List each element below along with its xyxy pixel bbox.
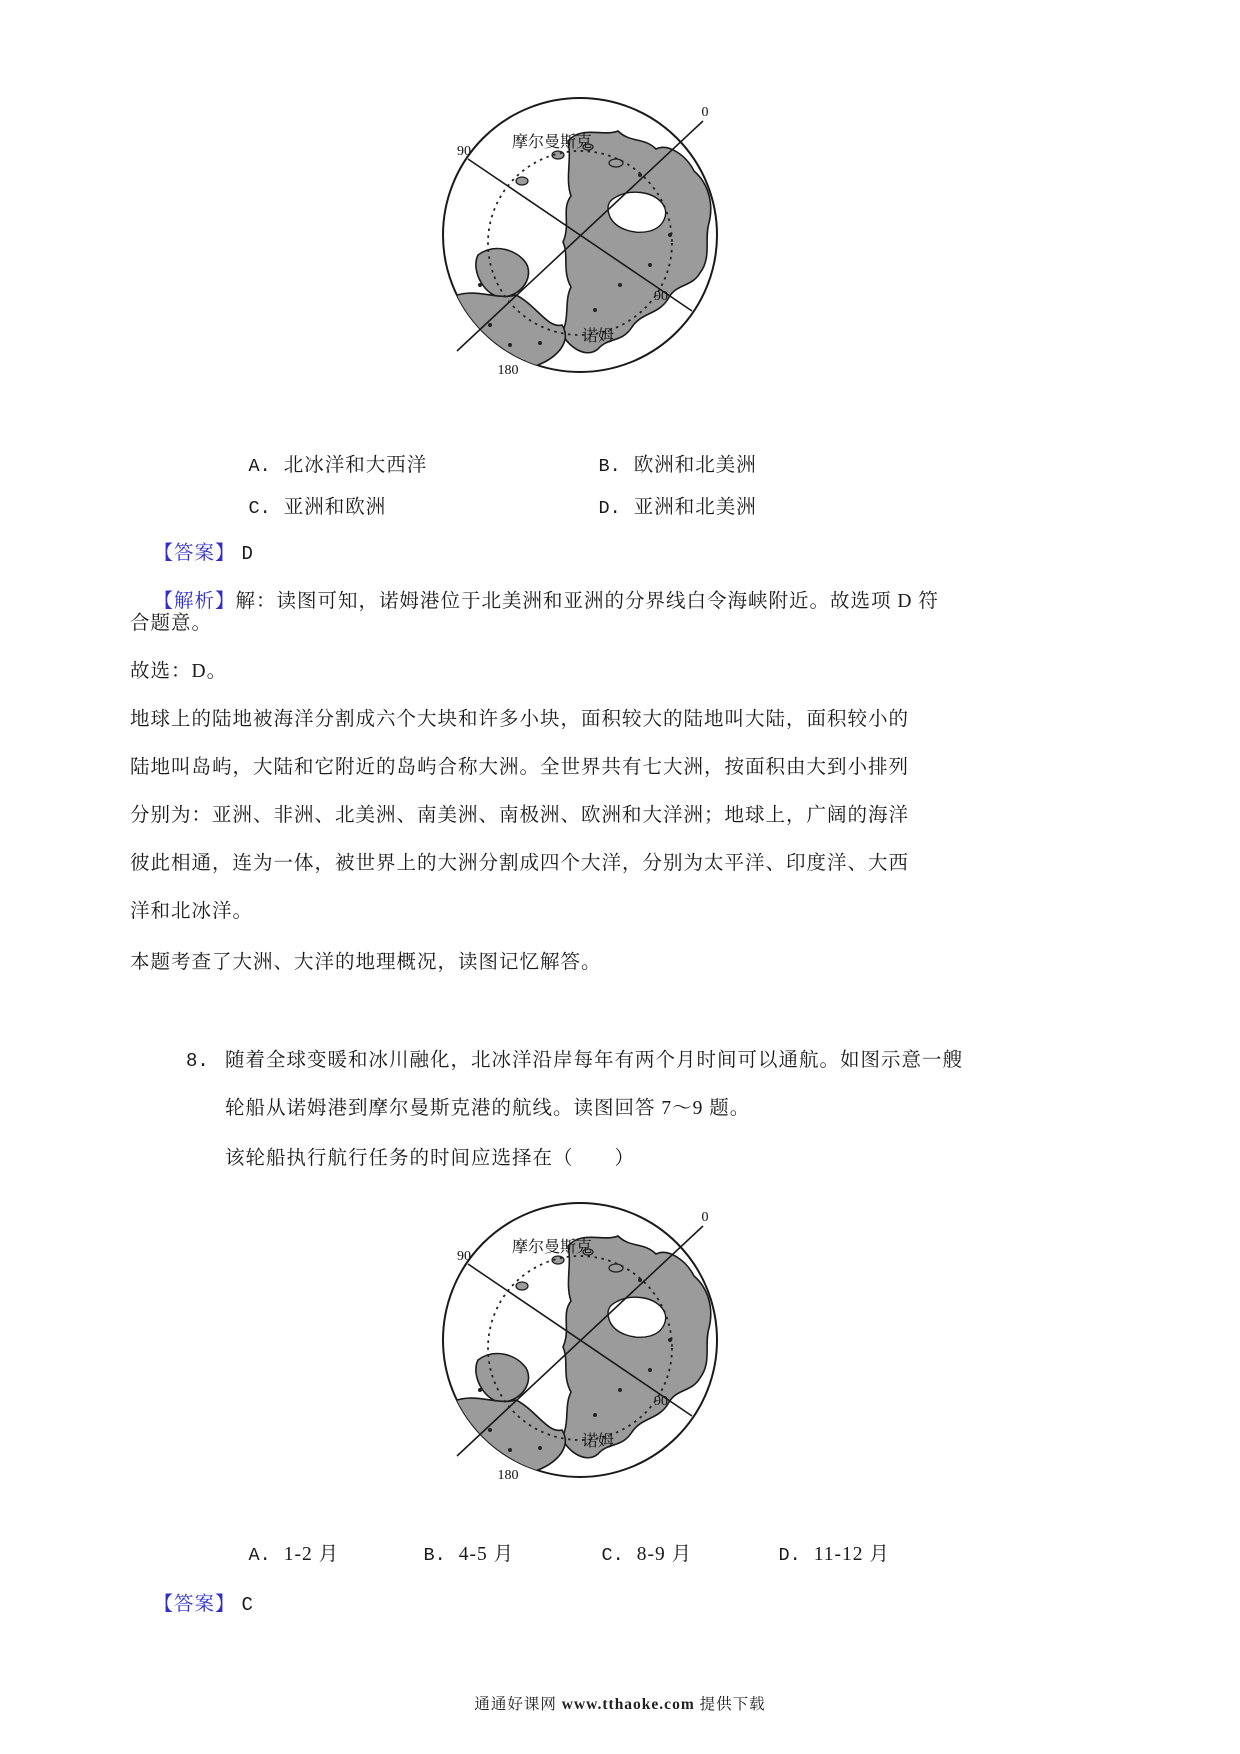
answer-label: 【答案】: [153, 1594, 236, 1615]
option-letter: D.: [598, 498, 621, 519]
q7-analysis-line: 合题意。: [130, 613, 213, 634]
q7-analysis-line: 本题考查了大洲、大洋的地理概况，读图记忆解答。: [130, 952, 602, 973]
option-letter: C.: [248, 498, 271, 519]
q8-number: 8.: [186, 1050, 209, 1072]
meridian-label-0: 0: [701, 105, 709, 120]
option-letter: B.: [598, 456, 621, 477]
q8-stem-line1: 随着全球变暖和冰川融化，北冰洋沿岸每年有两个月时间可以通航。如图示意一艘: [225, 1050, 964, 1071]
port-label-nome: 诺姆: [581, 1433, 615, 1450]
option-letter: C.: [601, 1545, 624, 1566]
island: [609, 159, 623, 167]
q7-analysis-line: 分别为：亚洲、非洲、北美洲、南美洲、南极洲、欧洲和大洋洲；地球上，广阔的海洋: [130, 805, 910, 826]
option-text: 亚洲和欧洲: [283, 497, 387, 518]
answer-value: C: [241, 1594, 254, 1616]
q7-analysis-line: 陆地叫岛屿，大陆和它附近的岛屿合称大洲。全世界共有七大洲，按面积由大到小排列: [130, 757, 910, 778]
island: [516, 177, 528, 185]
option-letter: D.: [778, 1545, 801, 1566]
option-letter: B.: [423, 1545, 446, 1566]
port-label-murmansk: 摩尔曼斯克: [511, 134, 593, 151]
q8-option-c: [578, 1516, 692, 1588]
option-text: 11-12 月: [813, 1544, 890, 1565]
option-text: 4-5 月: [458, 1544, 515, 1565]
q7-analysis-line: 洋和北冰洋。: [130, 901, 254, 922]
meridian-label-90-left: 90: [457, 1249, 471, 1264]
answer-value: D: [241, 543, 254, 565]
option-text: 8-9 月: [636, 1544, 693, 1565]
meridian-label-180: 180: [497, 363, 519, 377]
island: [516, 1282, 528, 1290]
footer-suffix: 提供下载: [699, 1696, 766, 1713]
meridian-label-90-right: 90: [654, 289, 668, 304]
q8-answer-line: [130, 1566, 254, 1644]
meridian-label-90-left: 90: [457, 144, 471, 159]
port-label-murmansk: 摩尔曼斯克: [511, 1239, 593, 1256]
option-letter: A.: [248, 1545, 271, 1566]
option-text: 北冰洋和大西洋: [283, 455, 428, 476]
meridian-label-180: 180: [497, 1468, 519, 1482]
q8-option-d: [755, 1516, 890, 1588]
meridian-label-0: 0: [701, 1210, 709, 1225]
port-label-nome: 诺姆: [581, 328, 615, 345]
q8-stem-line2: 轮船从诺姆港到摩尔曼斯克港的航线。读图回答 7～9 题。: [225, 1098, 751, 1119]
analysis-label: 【解析】: [153, 591, 236, 612]
island: [609, 1264, 623, 1272]
q8-sub-stem: 该轮船执行航行任务的时间应选择在（ ）: [225, 1148, 636, 1169]
footer-site-name: 通通好课网: [474, 1696, 557, 1713]
q7-analysis-line: 彼此相通，连为一体，被世界上的大洲分割成四个大洋，分别为太平洋、印度洋、大西: [130, 853, 910, 874]
polar-projection-map: [420, 85, 720, 377]
polar-map-figure-2: [420, 1190, 720, 1482]
q8-option-b: [400, 1516, 514, 1588]
option-text: 1-2 月: [283, 1544, 340, 1565]
polar-projection-map: [420, 1190, 720, 1482]
answer-label: 【答案】: [153, 543, 236, 564]
option-letter: A.: [248, 456, 271, 477]
q7-analysis-line: 故选：D。: [130, 661, 228, 682]
polar-map-figure-1: [420, 85, 720, 377]
option-text: 亚洲和北美洲: [633, 497, 757, 518]
analysis-text: 解：读图可知，诺姆港位于北美洲和亚洲的分界线白令海峡附近。故选项 D 符: [235, 591, 939, 612]
footer-url: www.tthaoke.com: [561, 1696, 695, 1713]
q7-option-d: [575, 469, 757, 541]
page-footer: [0, 1692, 1240, 1714]
q7-analysis-line: 地球上的陆地被海洋分割成六个大块和许多小块，面积较大的陆地叫大陆，面积较小的: [130, 709, 910, 730]
option-text: 欧洲和北美洲: [633, 455, 757, 476]
meridian-label-90-right: 90: [654, 1394, 668, 1409]
q7-analysis-line: [130, 563, 939, 641]
